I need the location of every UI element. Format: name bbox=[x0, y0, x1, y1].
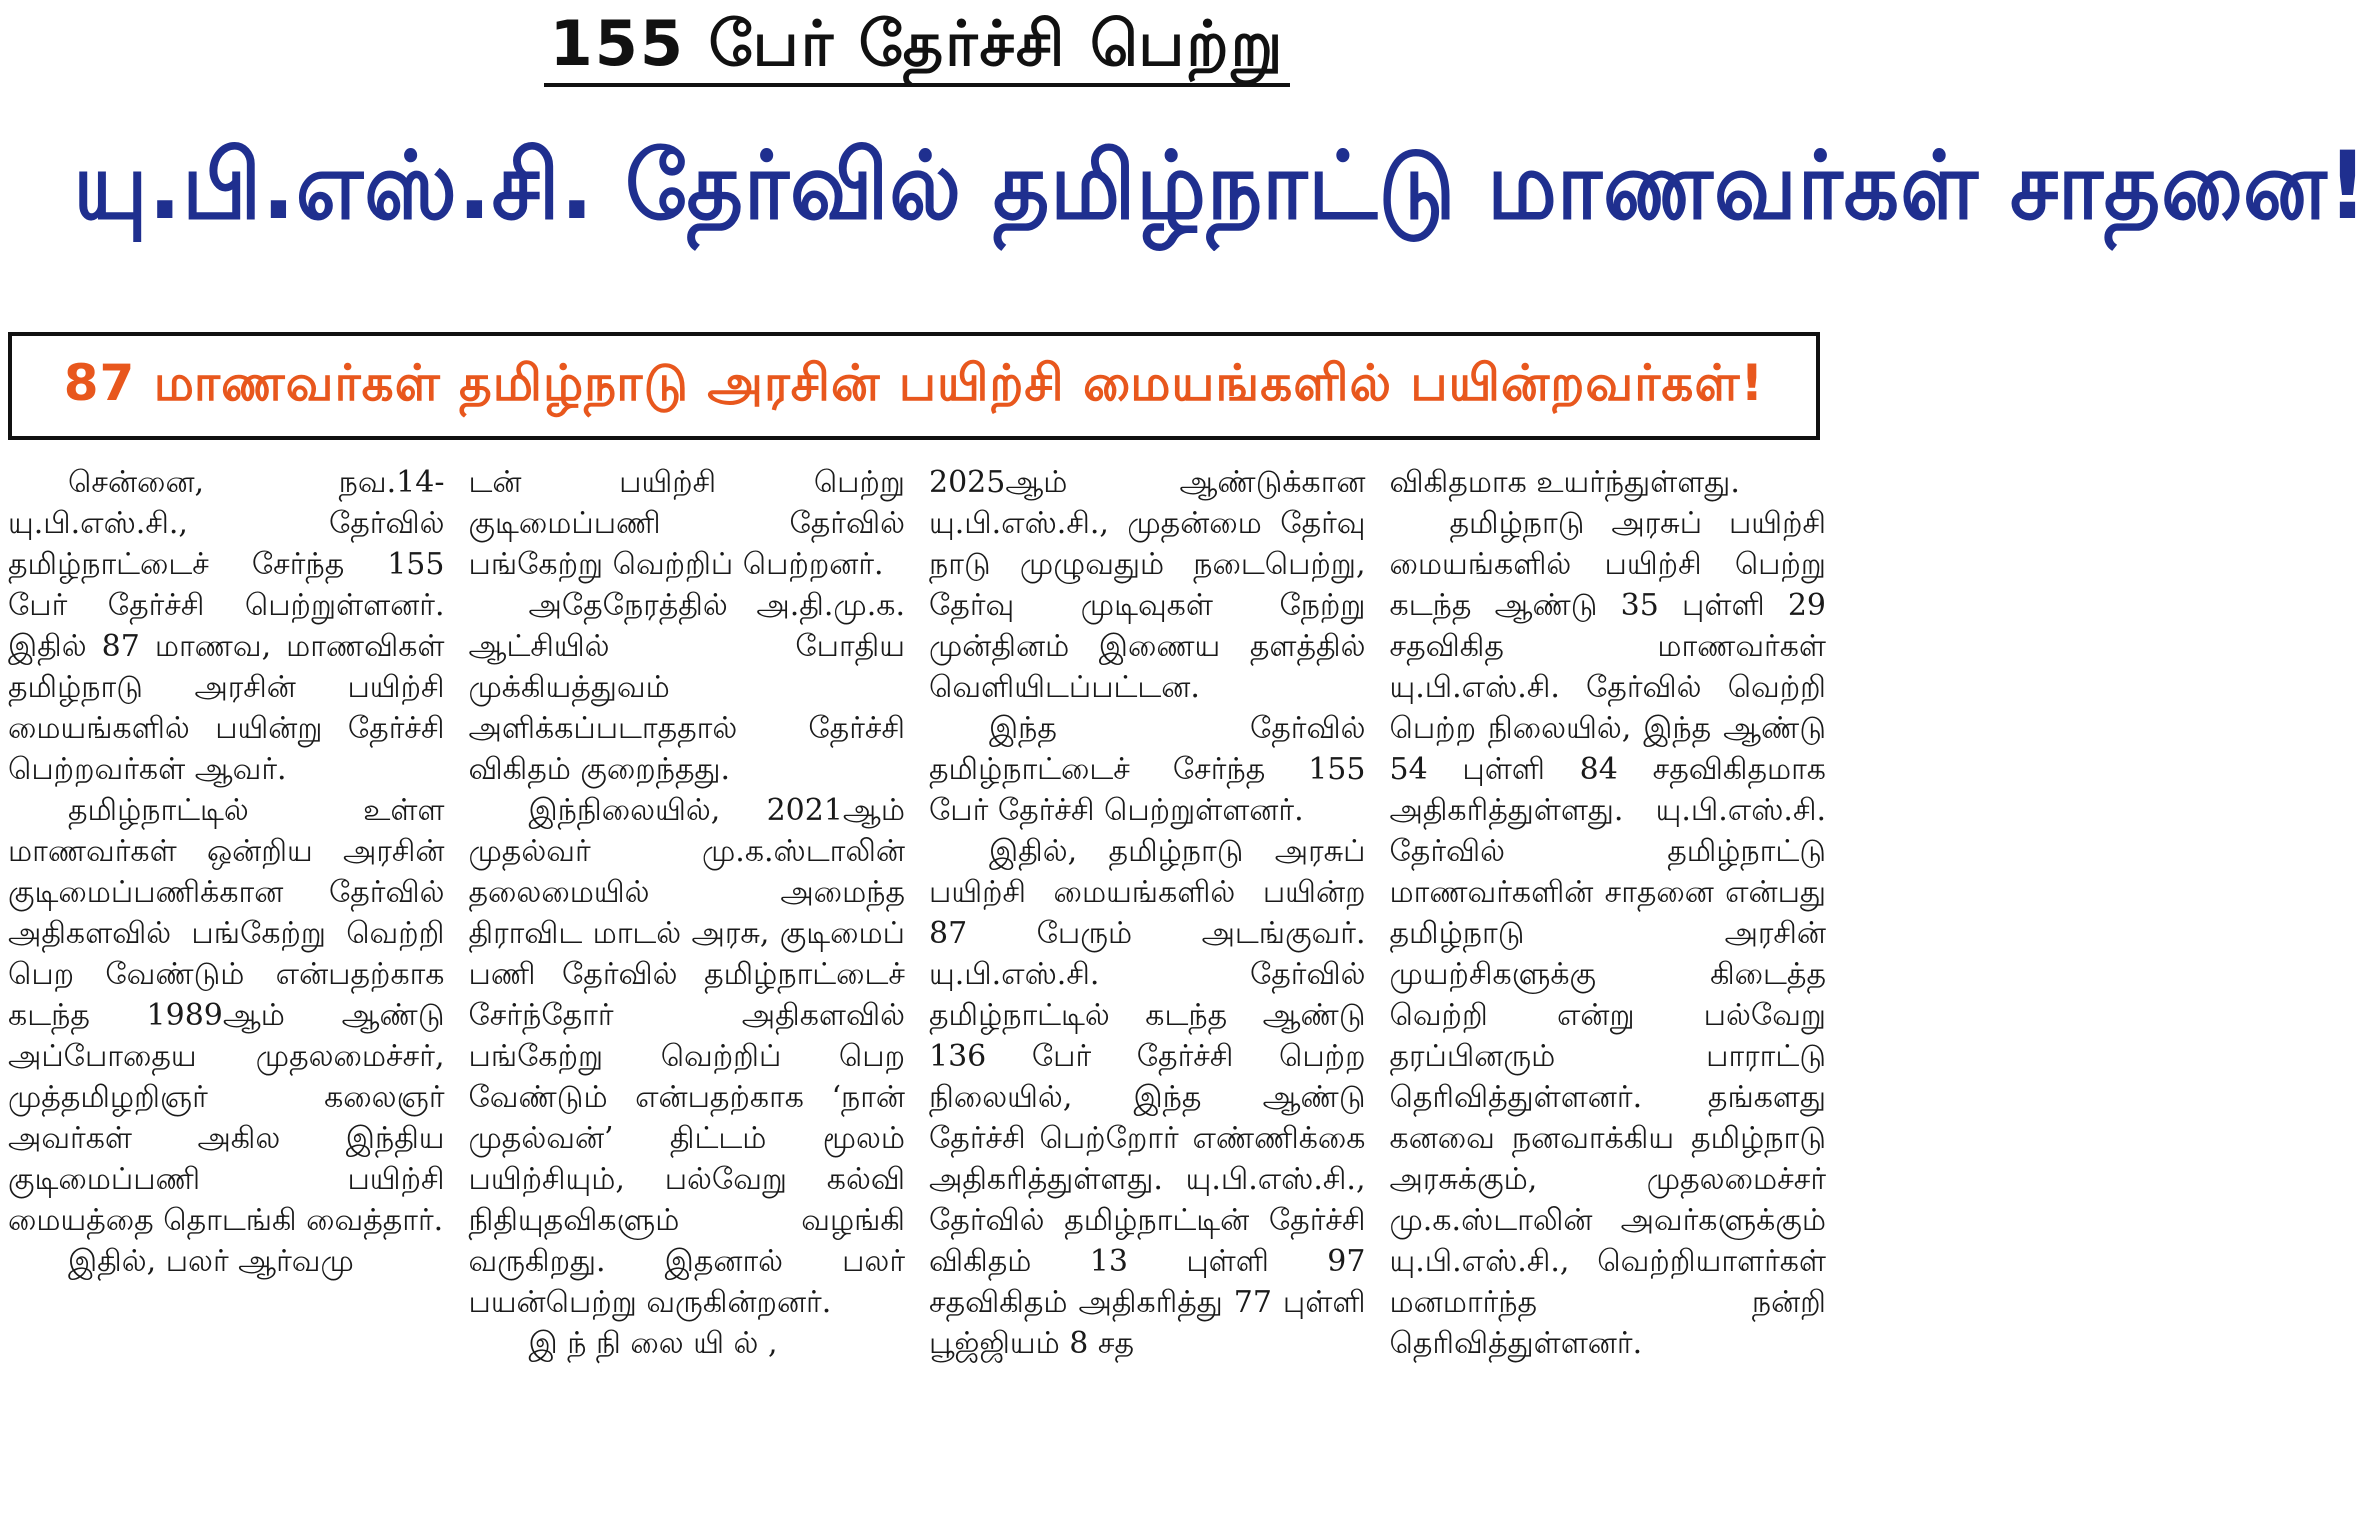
kicker-headline: 155 பேர் தேர்ச்சி பெற்று bbox=[544, 8, 1291, 87]
article-paragraph: 2025ஆம் ஆண்டுக்கான யு.பி.எஸ்.சி., முதன்மை தேர்வு நாடு முழுவதும் நடைபெற்று, தேர்வு முடிவுகள் நேற்று முன்தினம் இணைய தளத்தில் வெளியிடப்பட்டன. bbox=[929, 465, 1366, 705]
article-paragraph: இந்நிலையில், 2021ஆம் முதல்வர் மு.க.ஸ்டாலின் தலைமையில் அமைந்த திராவிட மாடல் அரசு, குடிமைப் பணி தேர்வில் தமிழ்நாட்டைச் சேர்ந்தோர் அதிகளவில் பங்கேற்று வெற்றிப் பெற வேண்டும் என்பதற்காக ‘நான் முதல்வன்’ திட்டம் மூலம் பயிற்சியும், பல்வேறு கல்வி நிதியுதவிகளும் வழங்கி வருகிறது. இதனால் பலர் பயன்பெற்று வருகின்றனர். bbox=[468, 793, 905, 1320]
article-paragraph: இ ந் நி லை யி ல் , bbox=[528, 1326, 778, 1361]
article-paragraph: சென்னை, நவ.14-யு.பி.எஸ்.சி., தேர்வில் தமிழ்நாட்டைச் சேர்ந்த 155 பேர் தேர்ச்சி பெற்றுள்ளனர். இதில் 87 மாணவ, மாணவிகள் தமிழ்நாடு அரசின் பயிற்சி மையங்களில் பயின்று தேர்ச்சி பெற்றவர்கள் ஆவர். bbox=[8, 465, 445, 787]
article-column-2 bbox=[469, 462, 906, 1524]
article-column-4 bbox=[1390, 462, 1827, 1524]
article-paragraph: தமிழ்நாட்டில் உள்ள மாணவர்கள் ஒன்றிய அரசின் குடிமைப்பணிக்கான தேர்வில் அதிகளவில் பங்கேற்று வெற்றி பெற வேண்டும் என்பதற்காக கடந்த 1989ஆம் ஆண்டு அப்போதைய முதலமைச்சர், முத்தமிழறிஞர் கலைஞர் அவர்கள் அகில இந்திய குடிமைப்பணி பயிற்சி மையத்தை தொடங்கி வைத்தார். bbox=[8, 793, 445, 1238]
article-body bbox=[8, 462, 1826, 1524]
main-headline: யு.பி.எஸ்.சி. தேர்வில் தமிழ்நாட்டு மாணவர்கள் சாதனை! bbox=[73, 132, 2368, 241]
article-paragraph: விகிதமாக உயர்ந்துள்ளது. bbox=[1389, 465, 1740, 500]
article-paragraph: இதில், பலர் ஆர்வமு bbox=[68, 1244, 354, 1279]
article-paragraph: இந்த தேர்வில் தமிழ்நாட்டைச் சேர்ந்த 155 பேர் தேர்ச்சி பெற்றுள்ளனர். bbox=[929, 711, 1366, 828]
article-column-1 bbox=[8, 462, 445, 1524]
subheadline: 87 மாணவர்கள் தமிழ்நாடு அரசின் பயிற்சி மையங்களில் பயின்றவர்கள்! bbox=[63, 353, 1765, 412]
article-column-3 bbox=[929, 462, 1366, 1524]
article-paragraph: அதேநேரத்தில் அ.தி.மு.க. ஆட்சியில் போதிய முக்கியத்துவம் அளிக்கப்படாததால் தேர்ச்சி விகிதம் குறைந்தது. bbox=[468, 588, 905, 787]
article-paragraph: டன் பயிற்சி பெற்று குடிமைப்பணி தேர்வில் பங்கேற்று வெற்றிப் பெற்றனர். bbox=[468, 465, 905, 582]
subheadline-box bbox=[8, 332, 1820, 440]
article-paragraph: தமிழ்நாடு அரசுப் பயிற்சி மையங்களில் பயிற்சி பெற்று கடந்த ஆண்டு 35 புள்ளி 29 சதவிகித மாணவர்கள் யு.பி.எஸ்.சி. தேர்வில் வெற்றி பெற்ற நிலையில், இந்த ஆண்டு 54 புள்ளி 84 சதவிகிதமாக அதிகரித்துள்ளது. யு.பி.எஸ்.சி. தேர்வில் தமிழ்நாட்டு மாணவர்களின் சாதனை என்பது தமிழ்நாடு அரசின் முயற்சிகளுக்கு கிடைத்த வெற்றி என்று பல்வேறு தரப்பினரும் பாராட்டு தெரிவித்துள்ளனர். தங்களது கனவை நனவாக்கிய தமிழ்நாடு அரசுக்கும், முதலமைச்சர் மு.க.ஸ்டாலின் அவர்களுக்கும் யு.பி.எஸ்.சி., வெற்றியாளர்கள் மனமார்ந்த நன்றி தெரிவித்துள்ளனர். bbox=[1389, 506, 1826, 1361]
kicker-headline-wrap bbox=[0, 8, 1834, 87]
article-paragraph: இதில், தமிழ்நாடு அரசுப் பயிற்சி மையங்களில் பயின்ற 87 பேரும் அடங்குவர். யு.பி.எஸ்.சி. தேர்வில் தமிழ்நாட்டில் கடந்த ஆண்டு 136 பேர் தேர்ச்சி பெற்ற நிலையில், இந்த ஆண்டு தேர்ச்சி பெற்றோர் எண்ணிக்கை அதிகரித்துள்ளது. யு.பி.எஸ்.சி., தேர்வில் தமிழ்நாட்டின் தேர்ச்சி விகிதம் 13 புள்ளி 97 சதவிகிதம் அதிகரித்து 77 புள்ளி பூஜ்ஜியம் 8 சத bbox=[929, 834, 1366, 1361]
